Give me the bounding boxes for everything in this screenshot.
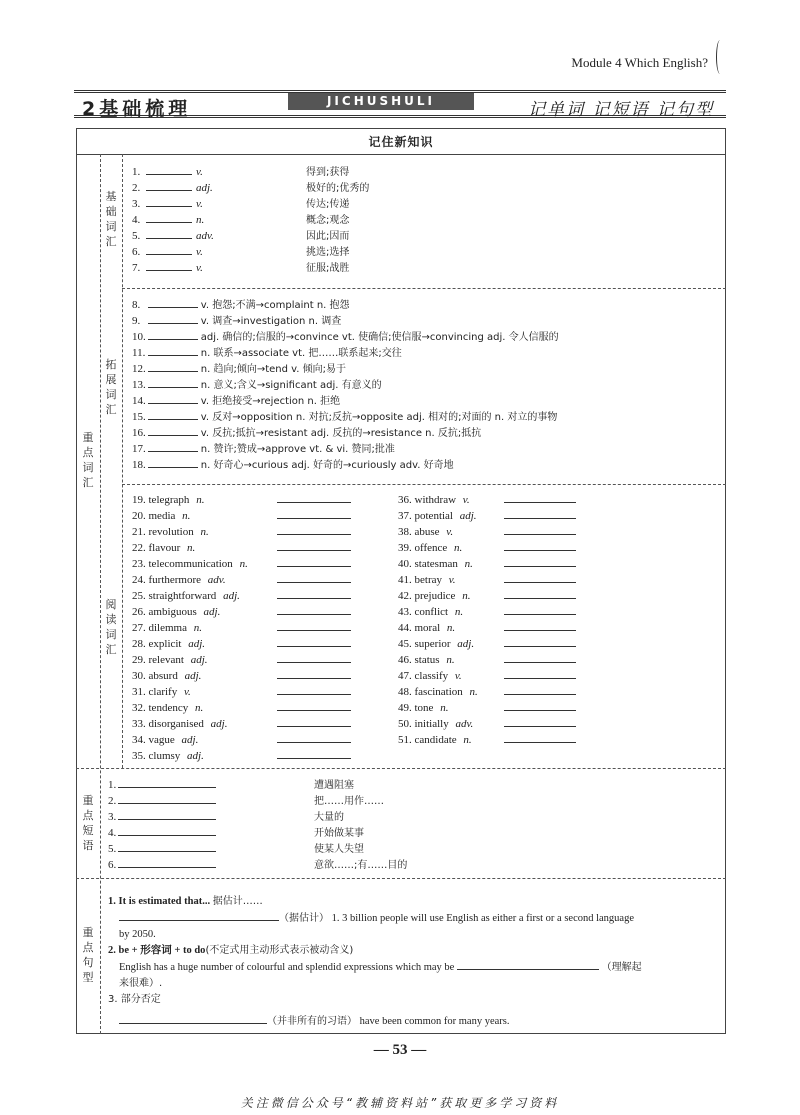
answer-blank[interactable]: [118, 841, 216, 852]
phrases-list: [108, 777, 708, 873]
list-item: 45. superior adj.: [398, 636, 598, 652]
answer-blank[interactable]: [146, 212, 192, 223]
list-item: 15. v. 反对→opposition n. 对抗;反抗→opposite adj. 相对的;对面的 n. 对立的事物: [132, 411, 558, 423]
label-reading-vocab: 阅读词汇: [105, 598, 117, 656]
answer-blank[interactable]: [277, 748, 351, 759]
answer-blank[interactable]: [277, 588, 351, 599]
label-basic-vocab: 基础词汇: [105, 190, 117, 248]
divider: [122, 154, 123, 768]
answer-blank[interactable]: [148, 345, 198, 356]
list-item: 30. absurd adj.: [132, 668, 362, 684]
answer-blank[interactable]: [504, 716, 576, 727]
list-item: 18. n. 好奇心→curious adj. 好奇的→curiously adv. 好奇地: [132, 459, 454, 471]
answer-blank[interactable]: [277, 508, 351, 519]
reading-vocab-left: [132, 492, 362, 764]
section-slogan: 记单词 记短语 记句型: [528, 100, 714, 120]
list-item: 17. n. 赞许;赞成→approve vt. & vi. 赞同;批准: [132, 443, 395, 455]
list-item: 2. 把……用作……: [108, 795, 384, 807]
answer-blank[interactable]: [277, 716, 351, 727]
list-item: 9. v. 调查→investigation n. 调查: [132, 315, 342, 327]
extended-vocab-list: [132, 297, 722, 473]
list-item: 29. relevant adj.: [132, 652, 362, 668]
table-title: 记住新知识: [368, 135, 434, 149]
list-item: 16. v. 反抗;抵抗→resistant adj. 反抗的→resistance n. 反抗;抵抗: [132, 427, 482, 439]
list-item: 4. n. 概念;观念: [132, 214, 350, 226]
answer-blank[interactable]: [277, 492, 351, 503]
list-item: 2. adj. 极好的;优秀的: [132, 182, 370, 194]
divider: [122, 288, 726, 289]
list-item: 47. classify v.: [398, 668, 598, 684]
list-item: 22. flavour n.: [132, 540, 362, 556]
list-item: 12. n. 趋向;倾向→tend v. 倾向;易于: [132, 363, 346, 375]
answer-blank[interactable]: [146, 228, 192, 239]
sentence-3: （并非所有的习语） have been common for many years.: [108, 1013, 720, 1030]
answer-blank[interactable]: [277, 668, 351, 679]
answer-blank[interactable]: [277, 684, 351, 695]
sentence-2-heading: 2. be + 形容词 + to do(不定式用主动形式表示被动含义): [108, 945, 354, 956]
answer-blank[interactable]: [277, 636, 351, 647]
list-item: 4. 开始做某事: [108, 827, 364, 839]
list-item: 43. conflict n.: [398, 604, 598, 620]
list-item: 32. tendency n.: [132, 700, 362, 716]
list-item: 38. abuse v.: [398, 524, 598, 540]
list-item: 40. statesman n.: [398, 556, 598, 572]
answer-blank[interactable]: [146, 244, 192, 255]
list-item: 25. straightforward adj.: [132, 588, 362, 604]
module-decoration: [716, 40, 724, 74]
answer-blank[interactable]: [457, 959, 599, 970]
answer-blank[interactable]: [504, 732, 576, 743]
sentence-3-heading: 3. 部分否定: [108, 994, 161, 1005]
answer-blank[interactable]: [118, 825, 216, 836]
module-title: Module 4 Which English?: [571, 55, 708, 70]
list-item: 44. moral n.: [398, 620, 598, 636]
answer-blank[interactable]: [277, 540, 351, 551]
list-item: 8. v. 抱怨;不满→complaint n. 抱怨: [132, 299, 350, 311]
footer-note: 关注微信公众号“教辅资料站”获取更多学习资料: [240, 1096, 560, 1110]
answer-blank[interactable]: [146, 196, 192, 207]
list-item: 49. tone n.: [398, 700, 598, 716]
answer-blank[interactable]: [504, 572, 576, 583]
list-item: 33. disorganised adj.: [132, 716, 362, 732]
answer-blank[interactable]: [504, 604, 576, 615]
answer-blank[interactable]: [118, 777, 216, 788]
section-title: 2基础梳理: [82, 98, 192, 120]
answer-blank[interactable]: [504, 620, 576, 631]
answer-blank[interactable]: [119, 910, 279, 921]
answer-blank[interactable]: [504, 588, 576, 599]
answer-blank[interactable]: [277, 732, 351, 743]
answer-blank[interactable]: [146, 164, 192, 175]
answer-blank[interactable]: [277, 604, 351, 615]
answer-blank[interactable]: [119, 1013, 267, 1024]
answer-blank[interactable]: [277, 620, 351, 631]
answer-blank[interactable]: [148, 313, 198, 324]
list-item: 6. 意欲……;有……目的: [108, 859, 408, 871]
answer-blank[interactable]: [504, 668, 576, 679]
list-item: 34. vague adj.: [132, 732, 362, 748]
list-item: 13. n. 意义;含义→significant adj. 有意义的: [132, 379, 382, 391]
list-item: 31. clarify v.: [132, 684, 362, 700]
answer-blank[interactable]: [504, 700, 576, 711]
answer-blank[interactable]: [277, 700, 351, 711]
list-item: 6. v. 挑选;选择: [132, 246, 350, 258]
answer-blank[interactable]: [148, 457, 198, 468]
label-extended-vocab: 拓展词汇: [105, 358, 117, 416]
list-item: 5. 使某人失望: [108, 843, 364, 855]
divider: [76, 878, 726, 879]
list-item: 46. status n.: [398, 652, 598, 668]
list-item: 37. potential adj.: [398, 508, 598, 524]
answer-blank[interactable]: [277, 556, 351, 567]
label-key-vocab: 重点词汇: [82, 431, 94, 489]
divider: [100, 154, 101, 1034]
answer-blank[interactable]: [277, 652, 351, 663]
list-item: 3. 大量的: [108, 811, 344, 823]
list-item: 1. 遭遇阻塞: [108, 779, 354, 791]
answer-blank[interactable]: [146, 260, 192, 271]
sentence-1-continuation: by 2050.: [119, 929, 156, 940]
section-pinyin: JICHUSHULI: [288, 93, 474, 110]
list-item: 27. dilemma n.: [132, 620, 362, 636]
list-item: 50. initially adv.: [398, 716, 598, 732]
answer-blank[interactable]: [148, 297, 198, 308]
answer-blank[interactable]: [504, 492, 576, 503]
answer-blank[interactable]: [118, 809, 216, 820]
sentence-1-heading: 1. It is estimated that... 据估计……: [108, 896, 263, 907]
list-item: 7. v. 征服;战胜: [132, 262, 350, 274]
list-item: 24. furthermore adv.: [132, 572, 362, 588]
list-item: 14. v. 拒绝接受→rejection n. 拒绝: [132, 395, 341, 407]
answer-blank[interactable]: [148, 425, 198, 436]
sentence-1: （据估计） 1. 3 billion people will use English as either a first or a second language: [108, 910, 720, 927]
answer-blank[interactable]: [504, 636, 576, 647]
list-item: 1. v. 得到;获得: [132, 166, 350, 178]
answer-blank[interactable]: [148, 361, 198, 372]
section-banner: [74, 90, 726, 118]
sentence-2-continuation: 来很难）.: [119, 978, 163, 989]
page-number: — 53 —: [373, 1042, 427, 1058]
list-item: 10. adj. 确信的;信服的→convince vt. 使确信;使信服→convincing adj. 令人信服的: [132, 331, 559, 343]
sentences-block: [108, 894, 720, 1030]
answer-blank[interactable]: [504, 540, 576, 551]
answer-blank[interactable]: [504, 652, 576, 663]
answer-blank[interactable]: [148, 441, 198, 452]
list-item: 36. withdraw v.: [398, 492, 598, 508]
list-item: 41. betray v.: [398, 572, 598, 588]
list-item: 20. media n.: [132, 508, 362, 524]
list-item: 51. candidate n.: [398, 732, 598, 748]
answer-blank[interactable]: [148, 409, 198, 420]
list-item: 35. clumsy adj.: [132, 748, 362, 764]
list-item: 39. offence n.: [398, 540, 598, 556]
answer-blank[interactable]: [148, 377, 198, 388]
answer-blank[interactable]: [504, 524, 576, 535]
list-item: 19. telegraph n.: [132, 492, 362, 508]
answer-blank[interactable]: [277, 524, 351, 535]
answer-blank[interactable]: [146, 180, 192, 191]
divider: [76, 768, 726, 769]
basic-vocab-list: [132, 164, 532, 276]
answer-blank[interactable]: [148, 329, 198, 340]
label-key-sentences: 重点句型: [82, 926, 94, 984]
answer-blank[interactable]: [148, 393, 198, 404]
divider: [76, 154, 726, 155]
sentence-2: English has a huge number of colourful and splendid expressions which may be （理解起: [108, 959, 720, 976]
list-item: 11. n. 联系→associate vt. 把……联系起来;交往: [132, 347, 402, 359]
list-item: 48. fascination n.: [398, 684, 598, 700]
list-item: 5. adv. 因此;因而: [132, 230, 350, 242]
reading-vocab-right: [398, 492, 598, 748]
list-item: 23. telecommunication n.: [132, 556, 362, 572]
answer-blank[interactable]: [504, 556, 576, 567]
answer-blank[interactable]: [504, 508, 576, 519]
label-key-phrases: 重点短语: [82, 794, 94, 852]
answer-blank[interactable]: [504, 684, 576, 695]
list-item: 26. ambiguous adj.: [132, 604, 362, 620]
answer-blank[interactable]: [118, 793, 216, 804]
divider: [122, 484, 726, 485]
answer-blank[interactable]: [277, 572, 351, 583]
answer-blank[interactable]: [118, 857, 216, 868]
list-item: 28. explicit adj.: [132, 636, 362, 652]
list-item: 42. prejudice n.: [398, 588, 598, 604]
list-item: 3. v. 传达;传递: [132, 198, 350, 210]
list-item: 21. revolution n.: [132, 524, 362, 540]
